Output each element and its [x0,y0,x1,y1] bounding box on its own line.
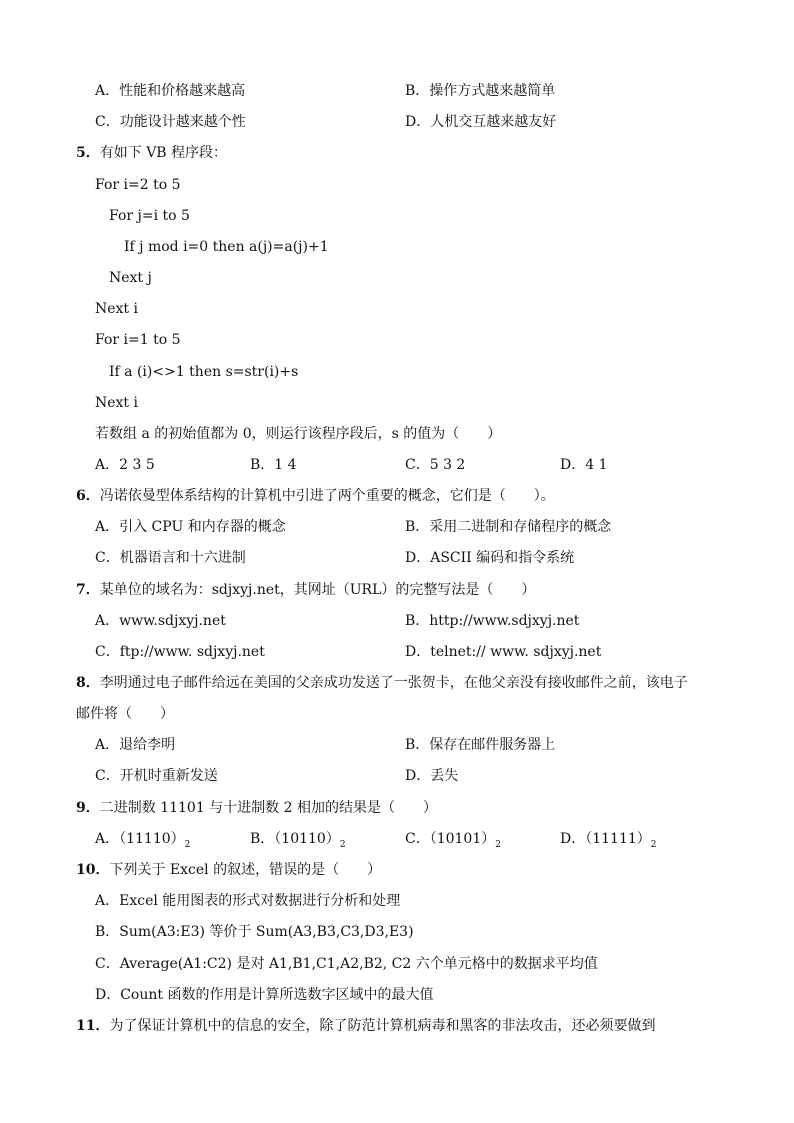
question-number: 9． [76,800,100,816]
q6-option-d: D．ASCII 编码和指令系统 [405,550,575,566]
code-line-7: If a (i)<>1 then s=str(i)+s [109,364,299,380]
q4-option-a: A．性能和价格越来越高 [95,83,246,99]
question-6-stem [76,486,555,506]
q5-option-a: A．2 3 5 [95,457,155,473]
code-line-6: For i=1 to 5 [95,332,181,348]
question-8-stem-cont: 邮件将（ ） [76,706,174,722]
question-11-stem [76,1016,655,1036]
subscript: 2 [495,840,501,850]
q5-option-c: C．5 3 2 [405,457,466,473]
question-text: 冯诺依曼型体系结构的计算机中引进了两个重要的概念，它们是（ ）。 [99,488,555,504]
q6-option-c: C．机器语言和十六进制 [95,550,246,566]
question-10-stem [76,860,381,880]
q6-option-b: B．采用二进制和存储程序的概念 [405,519,612,535]
code-line-5: Next i [95,301,138,317]
q10-option-a: A．Excel 能用图表的形式对数据进行分析和处理 [95,893,401,909]
question-text: 下列关于 Excel 的叙述，错误的是（ ） [109,862,382,878]
q8-option-c: C．开机时重新发送 [95,768,218,784]
question-number: 8． [76,675,100,691]
question-8-stem [76,673,688,693]
q4-option-d: D．人机交互越来越友好 [405,114,557,130]
subscript: 2 [339,840,346,850]
q8-option-b: B．保存在邮件服务器上 [405,737,556,753]
q7-option-b: B．http://www.sdjxyj.net [405,613,580,629]
q7-option-c: C．ftp://www. sdjxyj.net [95,644,265,660]
q8-option-d: D．丢失 [405,768,459,784]
question-text: 有如下 VB 程序段： [99,145,228,161]
question-7-stem [76,580,535,600]
q5-option-b: B．1 4 [250,457,297,473]
question-number: 6． [76,488,100,504]
code-line-1: For i=2 to 5 [95,177,181,193]
question-text: 为了保证计算机中的信息的安全，除了防范计算机病毒和黑客的非法攻击，还必须要做到 [109,1018,656,1034]
q7-option-a: A．www.sdjxyj.net [95,613,226,629]
code-line-8: Next i [95,395,138,411]
question-number: 7． [76,582,100,598]
q9-option-c [405,829,501,851]
q5-option-d: D．4 1 [560,457,608,473]
code-line-3: If j mod i=0 then a(j)=a(j)+1 [124,239,329,255]
question-text: 李明通过电子邮件给远在美国的父亲成功发送了一张贺卡，在他父亲没有接收邮件之前，该电子 [99,675,688,691]
q9-option-a [95,829,190,851]
subscript: 2 [184,840,191,850]
q10-option-b: B．Sum(A3:E3) 等价于 Sum(A3,B3,C3,D3,E3) [95,924,414,940]
question-5-stem [76,143,227,163]
q7-option-d: D．telnet:// www. sdjxyj.net [405,644,602,660]
q4-option-b: B．操作方式越来越简单 [405,83,556,99]
question-text: 某单位的域名为：sdjxyj.net，其网址（URL）的完整写法是（ ） [99,582,536,598]
code-line-4: Next j [109,270,152,286]
option-text: B．（10110） [250,831,340,847]
question-text: 二进制数 11101 与十进制数 2 相加的结果是（ ） [99,800,437,816]
option-text: C．（10101） [405,831,496,847]
question-number: 5． [76,145,100,161]
q10-option-c: C．Average(A1:C2) 是对 A1,B1,C1,A2,B2, C2 六个单元格中的数据求平均值 [95,956,598,972]
question-9-stem [76,798,437,818]
q9-option-d [560,829,657,851]
q10-option-d: D．Count 函数的作用是计算所选数字区域中的最大值 [95,987,434,1003]
question-number: 10． [76,862,110,878]
q4-option-c: C．功能设计越来越个性 [95,114,246,130]
q6-option-a: A．引入 CPU 和内存器的概念 [95,519,286,535]
question-number: 11． [76,1018,110,1034]
option-text: D．（11111） [560,831,651,847]
question-5-tail: 若数组 a 的初始值都为 0，则运行该程序段后，s 的值为（ ） [95,426,502,442]
code-line-2: For j=i to 5 [109,208,190,224]
q9-option-b [250,829,346,851]
subscript: 2 [650,840,657,850]
q8-option-a: A．退给李明 [95,737,176,753]
option-text: A．（11110） [95,831,185,847]
